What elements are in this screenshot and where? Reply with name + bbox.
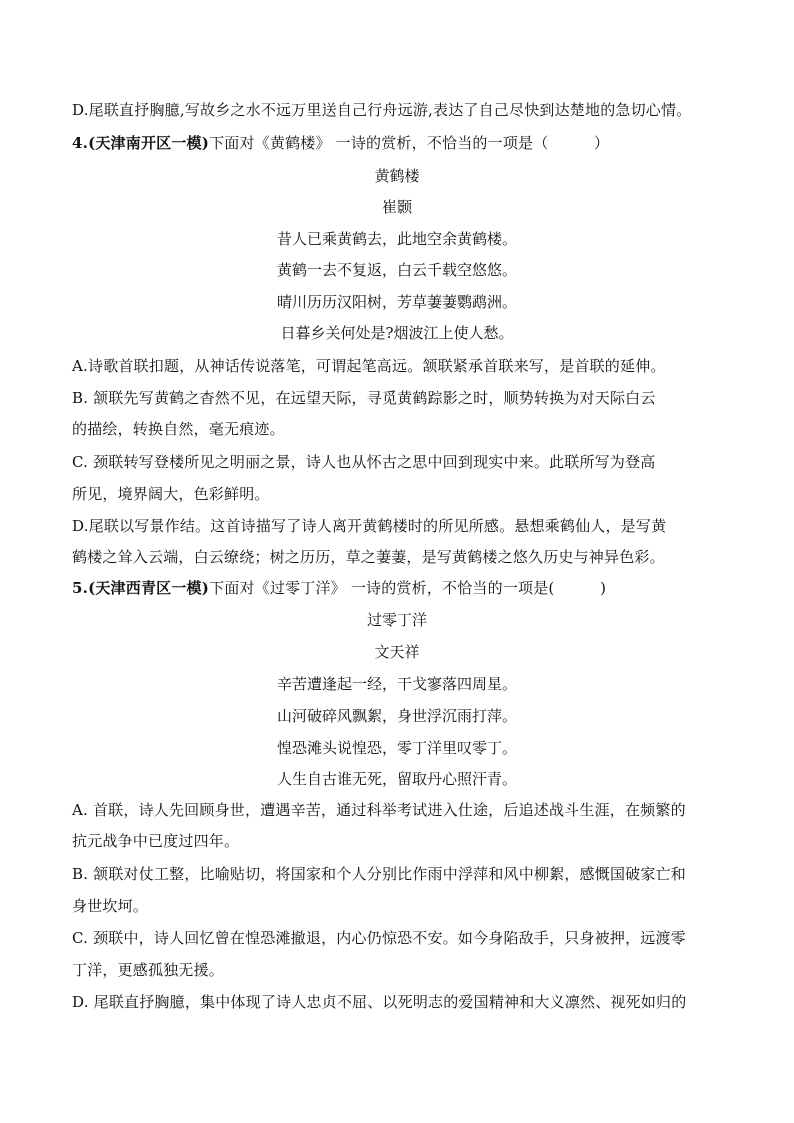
question-5-option-a-cont: 抗元战争中已度过四年。	[72, 832, 240, 850]
question-5-stem: 下面对《过零丁洋》 一诗的赏析，不恰当的一项是( )	[209, 579, 607, 597]
question-4-option-c: C. 颈联转写登楼所见之明丽之景，诗人也从怀古之思中回到现实中来。此联所写为登高	[72, 453, 656, 471]
question-4-poem-line: 昔人已乘黄鹤去，此地空余黄鹤楼。	[276, 230, 517, 248]
question-4-poem-line: 日暮乡关何处是?烟波江上使人愁。	[280, 324, 514, 342]
question-4-number: 4.	[72, 134, 89, 152]
question-5-option-a: A. 首联，诗人先回顾身世，遭遇辛苦，通过科举考试进入仕途，后追述战斗生涯，在频繁的	[72, 801, 686, 819]
question-4-option-b-cont: 的描绘，转换自然，毫无痕迹。	[72, 420, 285, 438]
question-4-stem-line	[72, 133, 609, 153]
question-5-poem-line: 惶恐滩头说惶恐，零丁洋里叹零丁。	[276, 739, 517, 757]
question-4-poem-author: 崔颢	[381, 198, 412, 216]
question-5-poem-line: 山河破碎风飘絮，身世浮沉雨打萍。	[276, 707, 517, 725]
question-5-poem-author: 文天祥	[374, 643, 420, 661]
question-5-source: (天津西青区一模)	[88, 579, 210, 597]
question-5-option-c: C. 颈联中，诗人回忆曾在惶恐滩撤退，内心仍惊恐不安。如今身陷敌手，只身被押，远渡零	[72, 929, 686, 947]
question-4-option-d-cont: 鹤楼之耸入云端，白云缭绕；树之历历，草之萋萋，是写黄鹤楼之悠久历史与神异色彩。	[72, 548, 665, 566]
question-5-stem-line	[72, 578, 606, 598]
question-5-number: 5.	[72, 579, 89, 597]
question-4-source: (天津南开区一模)	[88, 134, 210, 152]
question-4-option-a: A.诗歌首联扣题，从神话传说落笔，可谓起笔高远。颔联紧承首联来写，是首联的延伸。	[72, 357, 666, 375]
question-4-option-d: D.尾联以写景作结。这首诗描写了诗人离开黄鹤楼时的所见所感。悬想乘鹤仙人，是写黄	[72, 517, 667, 535]
question-5-option-d: D. 尾联直抒胸臆，集中体现了诗人忠贞不屈、以死明志的爱国精神和大义凛然、视死如归的	[72, 993, 687, 1011]
question-4-stem: 下面对《黄鹤楼》 一诗的赏析，不恰当的一项是（ ）	[209, 134, 610, 152]
question-5-poem-line: 人生自古谁无死，留取丹心照汗青。	[276, 770, 517, 788]
question-5-option-b-cont: 身世坎坷。	[72, 897, 149, 915]
question-5-option-b: B. 颔联对仗工整，比喻贴切，将国家和个人分别比作雨中浮萍和风中柳絮，感慨国破家亡和	[72, 865, 686, 883]
question-5-poem-line: 辛苦遭逢起一经，干戈寥落四周星。	[276, 675, 517, 693]
question-4-option-b: B. 颔联先写黄鹤之杳然不见，在远望天际，寻觅黄鹤踪影之时，顺势转换为对天际白云	[72, 389, 656, 407]
question-4-option-c-cont: 所见，境界阔大，色彩鲜明。	[72, 485, 270, 503]
question-5-poem-title: 过零丁洋	[366, 611, 427, 629]
question-4-poem-line: 黄鹤一去不复返，白云千载空悠悠。	[276, 261, 517, 279]
prev-option-d: D.尾联直抒胸臆,写故乡之水不远万里送自己行舟远游,表达了自己尽快到达楚地的急切心情。	[72, 101, 692, 119]
question-5-option-c-cont: 丁洋，更感孤独无援。	[72, 961, 225, 979]
question-4-poem-line: 晴川历历汉阳树，芳草萋萋鹦鹉洲。	[276, 293, 517, 311]
question-4-poem-title: 黄鹤楼	[374, 167, 420, 185]
